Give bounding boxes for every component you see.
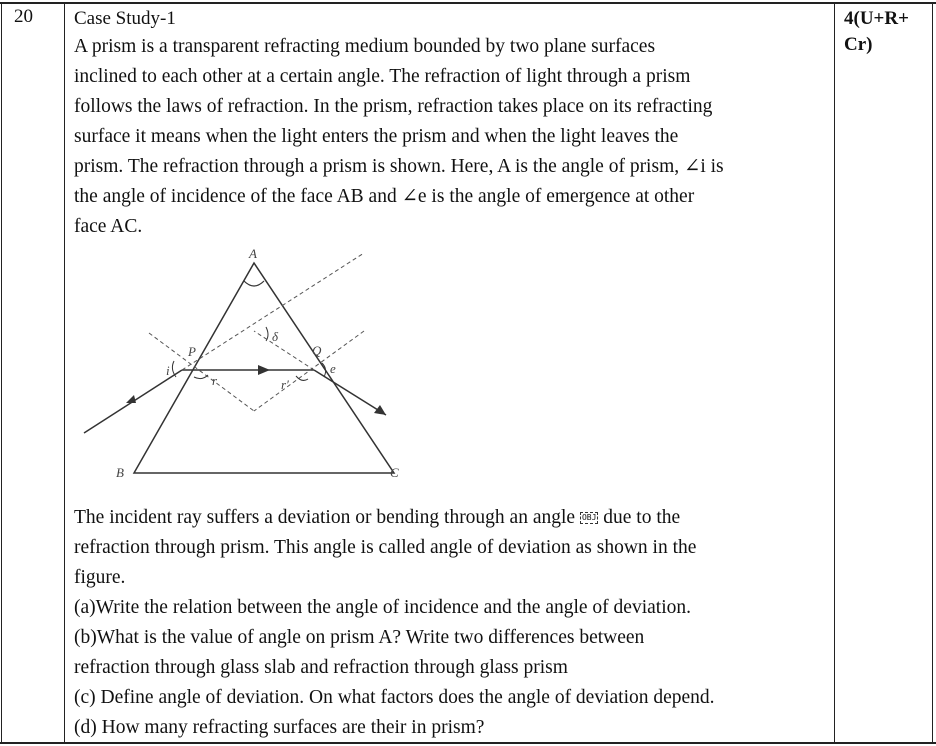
- deviation-line: refraction through prism. This angle is called angle of deviation as shown in the: [74, 537, 697, 558]
- label-apex: A: [249, 246, 257, 261]
- sub-question-b-cont: refraction through glass slab and refraction through glass prism: [74, 657, 568, 678]
- label-emergence: e: [330, 361, 336, 376]
- sub-questions: [74, 593, 824, 743]
- table-right-border: [932, 2, 933, 744]
- label-refraction: r: [212, 373, 218, 388]
- refracted-ray-arrow: [258, 365, 270, 375]
- intro-line: face AC.: [74, 216, 143, 237]
- table-divider-number: [64, 2, 65, 744]
- table-divider-marks: [834, 2, 835, 744]
- label-refraction-second: r′: [281, 377, 289, 392]
- intro-line: the angle of incidence of the face AB and ∠e is the angle of emergence at other: [74, 186, 695, 207]
- intro-line: A prism is a transparent refracting medium bounded by two plane surfaces: [74, 36, 656, 57]
- case-study-title: Case Study-1: [74, 8, 176, 29]
- sub-question-b: (b)What is the value of angle on prism A? Write two differences between: [74, 627, 645, 648]
- prism-refraction-diagram: [74, 243, 414, 493]
- label-incidence: i: [166, 363, 170, 378]
- sub-question-d: (d) How many refracting surfaces are their in prism?: [74, 717, 485, 738]
- intro-line: prism. The refraction through a prism is shown. Here, A is the angle of prism, ∠i is: [74, 156, 724, 177]
- deviation-text-before: The incident ray suffers a deviation or bending through an angle: [74, 507, 580, 528]
- emergent-ray-arrow: [374, 405, 386, 415]
- normal-at-p: [149, 333, 254, 411]
- deviation-line: figure.: [74, 567, 126, 588]
- incident-extension: [182, 253, 364, 370]
- deviation-first-line: [74, 503, 824, 533]
- normal-at-q: [254, 331, 364, 411]
- table-left-border: [1, 2, 2, 744]
- sub-question-c: (c) Define angle of deviation. On what factors does the angle of deviation depend.: [74, 687, 715, 708]
- deviation-paragraph: [74, 503, 824, 593]
- deviation-text-after: due to the: [598, 507, 681, 528]
- sub-question-a: (a)Write the relation between the angle of incidence and the angle of deviation.: [74, 597, 691, 618]
- embedded-object-placeholder: OBJ: [581, 513, 597, 522]
- intro-line: follows the laws of refraction. In the prism, refraction takes place on its refracting: [74, 96, 713, 117]
- label-exit-point: Q: [312, 343, 322, 358]
- intro-line: surface it means when the light enters the prism and when the light leaves the: [74, 126, 679, 147]
- incident-ray-arrow: [126, 395, 136, 403]
- label-deviation: δ: [272, 329, 279, 344]
- intro-line: inclined to each other at a certain angle. The refraction of light through a prism: [74, 66, 691, 87]
- label-base-left: B: [116, 465, 124, 480]
- emergent-extension: [254, 331, 314, 370]
- label-entry-point: P: [188, 344, 196, 359]
- question-number: 20: [14, 6, 33, 27]
- label-base-right: C: [390, 465, 399, 480]
- apex-angle-arc: [244, 281, 264, 286]
- question-content: [74, 4, 824, 242]
- questions-section: [74, 503, 824, 743]
- intro-paragraph: [74, 32, 824, 242]
- marks-allocation: 4(U+R+ Cr): [844, 8, 909, 55]
